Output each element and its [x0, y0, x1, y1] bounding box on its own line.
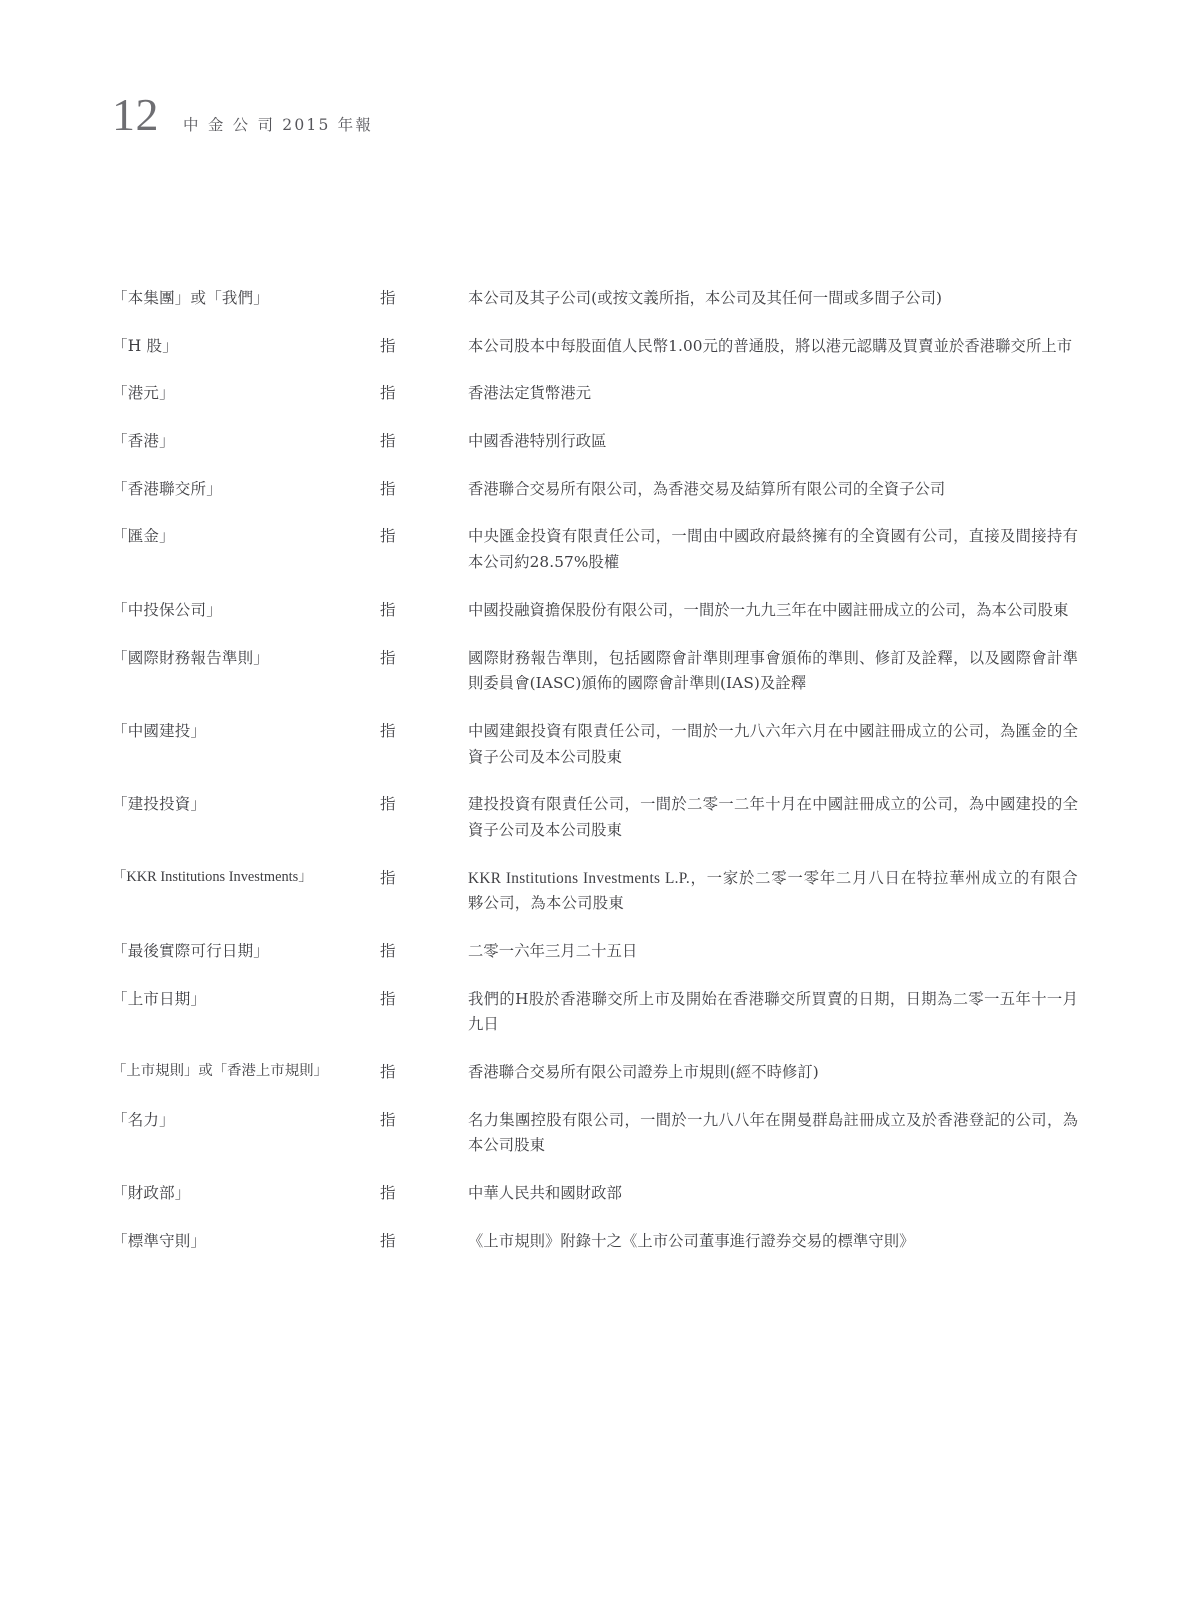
- glossary-means-label: 指: [380, 1110, 396, 1129]
- glossary-definition: 二零一六年三月二十五日: [468, 942, 638, 960]
- glossary-definition: 中國香港特別行政區: [468, 432, 607, 451]
- glossary-row: [112, 1181, 1078, 1207]
- glossary-term: 「中國建投」: [112, 721, 207, 740]
- page-header: [112, 89, 374, 140]
- glossary-means-label: 指: [380, 289, 396, 307]
- glossary-term: 「名力」: [112, 1110, 175, 1129]
- glossary-row: [112, 987, 1078, 1038]
- glossary-row: [112, 598, 1078, 624]
- glossary-definition: 本公司股本中每股面值人民幣1.00元的普通股，將以港元認購及買賣並於香港聯交所上市: [468, 336, 1073, 355]
- glossary-definition: 名力集團控股有限公司，一間於一九八八年在開曼群島註冊成立及於香港登記的公司，為本公司股東: [468, 1110, 1078, 1155]
- glossary-definition: 《上市規則》附錄十之《上市公司董事進行證券交易的標準守則》: [468, 1231, 915, 1250]
- report-title: 中 金 公 司 2015 年報: [183, 116, 374, 134]
- glossary-means-label: 指: [380, 1063, 396, 1082]
- glossary-term: 「KKR Institutions Investments」: [112, 868, 313, 885]
- glossary-definition: 本公司及其子公司(或按文義所指，本公司及其任何一間或多間子公司): [468, 289, 943, 307]
- glossary-means-label: 指: [380, 600, 396, 619]
- glossary-row: [112, 866, 1078, 917]
- glossary-row: [112, 646, 1078, 697]
- glossary-row: [112, 524, 1078, 575]
- glossary-row: [112, 334, 1078, 360]
- glossary-definition: 中央匯金投資有限責任公司，一間由中國政府最終擁有的全資國有公司，直接及間接持有本公司約28.57%股權: [468, 527, 1078, 572]
- glossary-means-label: 指: [380, 1184, 396, 1203]
- glossary-definition: 國際財務報告準則，包括國際會計準則理事會頒佈的準則、修訂及詮釋，以及國際會計準則委員會(IASC)頒佈的國際會計準則(IAS)及詮釋: [468, 648, 1078, 693]
- glossary-means-label: 指: [380, 527, 396, 546]
- glossary-term: 「香港聯交所」: [112, 479, 222, 498]
- glossary-means-label: 指: [380, 384, 396, 403]
- glossary-term: 「H 股」: [112, 336, 178, 355]
- glossary-definition: KKR Institutions Investments L.P.，一家於二零一零年二月八日在特拉華州成立的有限合夥公司，為本公司股東: [468, 869, 1078, 913]
- glossary-definition: 中國建銀投資有限責任公司，一間於一九八六年六月在中國註冊成立的公司，為匯金的全資子公司及本公司股東: [468, 721, 1078, 766]
- glossary-table: [112, 286, 1078, 1277]
- glossary-definition: 香港法定貨幣港元: [468, 384, 592, 403]
- page-number: 12: [112, 89, 159, 140]
- glossary-term: 「財政部」: [112, 1184, 191, 1203]
- glossary-term: 「標準守則」: [112, 1231, 207, 1250]
- glossary-means-label: 指: [380, 479, 396, 498]
- glossary-term: 「匯金」: [112, 527, 175, 546]
- glossary-means-label: 指: [380, 942, 396, 960]
- glossary-definition: 中國投融資擔保股份有限公司，一間於一九九三年在中國註冊成立的公司，為本公司股東: [468, 600, 1069, 619]
- glossary-row: [112, 1060, 1078, 1086]
- glossary-means-label: 指: [380, 868, 396, 887]
- glossary-term: 「國際財務報告準則」: [112, 648, 270, 667]
- glossary-term: 「中投保公司」: [112, 600, 222, 619]
- glossary-term: 「香港」: [112, 432, 175, 451]
- glossary-row: [112, 792, 1078, 843]
- glossary-term: 「港元」: [112, 384, 175, 403]
- glossary-term: 「最後實際可行日期」: [112, 942, 270, 960]
- glossary-definition: 香港聯合交易所有限公司證券上市規則(經不時修訂): [468, 1063, 819, 1082]
- glossary-means-label: 指: [380, 795, 396, 814]
- glossary-definition: 香港聯合交易所有限公司，為香港交易及結算所有限公司的全資子公司: [468, 479, 946, 498]
- glossary-row: [112, 429, 1078, 455]
- glossary-row: [112, 719, 1078, 770]
- glossary-means-label: 指: [380, 336, 396, 355]
- glossary-term: 「本集團」或「我們」: [112, 289, 270, 307]
- glossary-row: [112, 939, 1078, 965]
- glossary-means-label: 指: [380, 648, 396, 667]
- glossary-definition: 中華人民共和國財政部: [468, 1184, 622, 1203]
- glossary-definition: 我們的H股於香港聯交所上市及開始在香港聯交所買賣的日期，日期為二零一五年十一月九日: [468, 989, 1078, 1034]
- glossary-means-label: 指: [380, 989, 396, 1008]
- glossary-row: [112, 477, 1078, 503]
- glossary-term: 「建投投資」: [112, 795, 207, 814]
- glossary-definition: 建投投資有限責任公司，一間於二零一二年十月在中國註冊成立的公司，為中國建投的全資子公司及本公司股東: [468, 795, 1078, 839]
- glossary-row: [112, 1108, 1078, 1159]
- glossary-row: [112, 381, 1078, 407]
- glossary-means-label: 指: [380, 721, 396, 740]
- glossary-means-label: 指: [380, 1231, 396, 1250]
- glossary-term: 「上市規則」或「香港上市規則」: [112, 1063, 328, 1080]
- glossary-row: [112, 1229, 1078, 1255]
- glossary-row: [112, 286, 1078, 312]
- glossary-term: 「上市日期」: [112, 989, 207, 1008]
- glossary-means-label: 指: [380, 432, 396, 451]
